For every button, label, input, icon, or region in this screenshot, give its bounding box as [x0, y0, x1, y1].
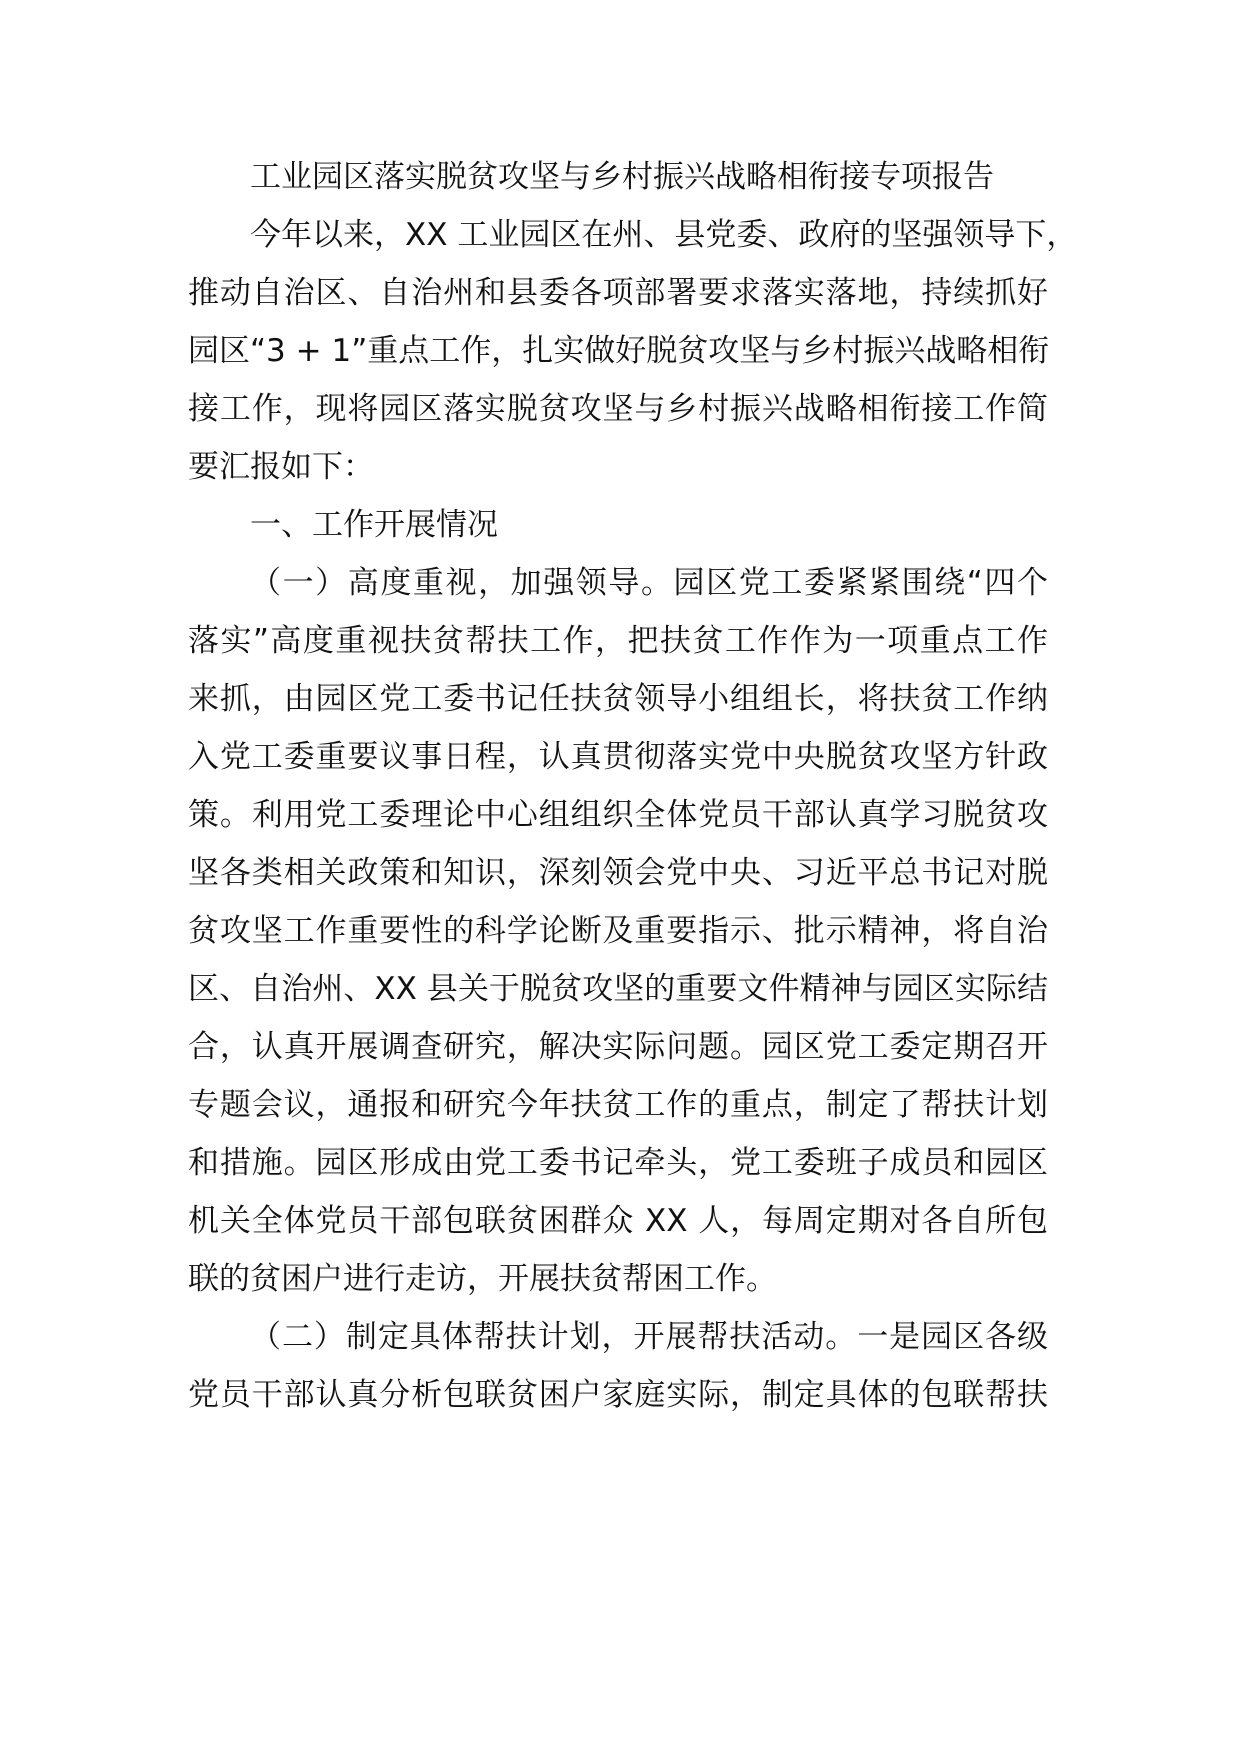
- paragraph-line: 接工作，现将园区落实脱贫攻坚与乡村振兴战略相衔接工作简: [188, 391, 1048, 427]
- paragraph-line: 策。利用党工委理论中心组组织全体党员干部认真学习脱贫攻: [188, 797, 1048, 833]
- paragraph-line: （二）制定具体帮扶计划，开展帮扶活动。一是园区各级: [250, 1319, 1048, 1355]
- paragraph-line: 联的贫困户进行走访，开展扶贫帮困工作。: [188, 1261, 777, 1297]
- document-title: 工业园区落实脱贫攻坚与乡村振兴战略相衔接专项报告: [250, 159, 994, 195]
- paragraph-line: 园区“3 + 1”重点工作，扎实做好脱贫攻坚与乡村振兴战略相衔: [188, 333, 1050, 369]
- paragraph-line: （一）高度重视，加强领导。园区党工委紧紧围绕“四个: [250, 565, 1048, 601]
- paragraph-line: 推动自治区、自治州和县委各项部署要求落实落地，持续抓好: [188, 275, 1048, 311]
- paragraph-line: 贫攻坚工作重要性的科学论断及重要指示、批示精神，将自治: [188, 913, 1048, 949]
- paragraph-line: 合，认真开展调查研究，解决实际问题。园区党工委定期召开: [188, 1029, 1048, 1065]
- paragraph-line: 区、自治州、XX 县关于脱贫攻坚的重要文件精神与园区实际结: [188, 971, 1048, 1007]
- paragraph-line: 专题会议，通报和研究今年扶贫工作的重点，制定了帮扶计划: [188, 1087, 1048, 1123]
- paragraph-line: 和措施。园区形成由党工委书记牵头，党工委班子成员和园区: [188, 1145, 1048, 1181]
- paragraph-line: 要汇报如下：: [188, 449, 374, 485]
- paragraph-line: 坚各类相关政策和知识，深刻领会党中央、习近平总书记对脱: [188, 855, 1048, 891]
- paragraph-line: 今年以来，XX 工业园区在州、县党委、政府的坚强领导下，: [250, 217, 1078, 253]
- section-heading: 一、工作开展情况: [250, 507, 498, 543]
- paragraph-line: 党员干部认真分析包联贫困户家庭实际，制定具体的包联帮扶: [188, 1377, 1048, 1413]
- paragraph-line: 来抓，由园区党工委书记任扶贫领导小组组长，将扶贫工作纳: [188, 681, 1048, 717]
- paragraph-line: 入党工委重要议事日程，认真贯彻落实党中央脱贫攻坚方针政: [188, 739, 1048, 775]
- paragraph-line: 落实”高度重视扶贫帮扶工作，把扶贫工作作为一项重点工作: [188, 623, 1048, 659]
- paragraph-line: 机关全体党员干部包联贫困群众 XX 人，每周定期对各自所包: [188, 1203, 1048, 1239]
